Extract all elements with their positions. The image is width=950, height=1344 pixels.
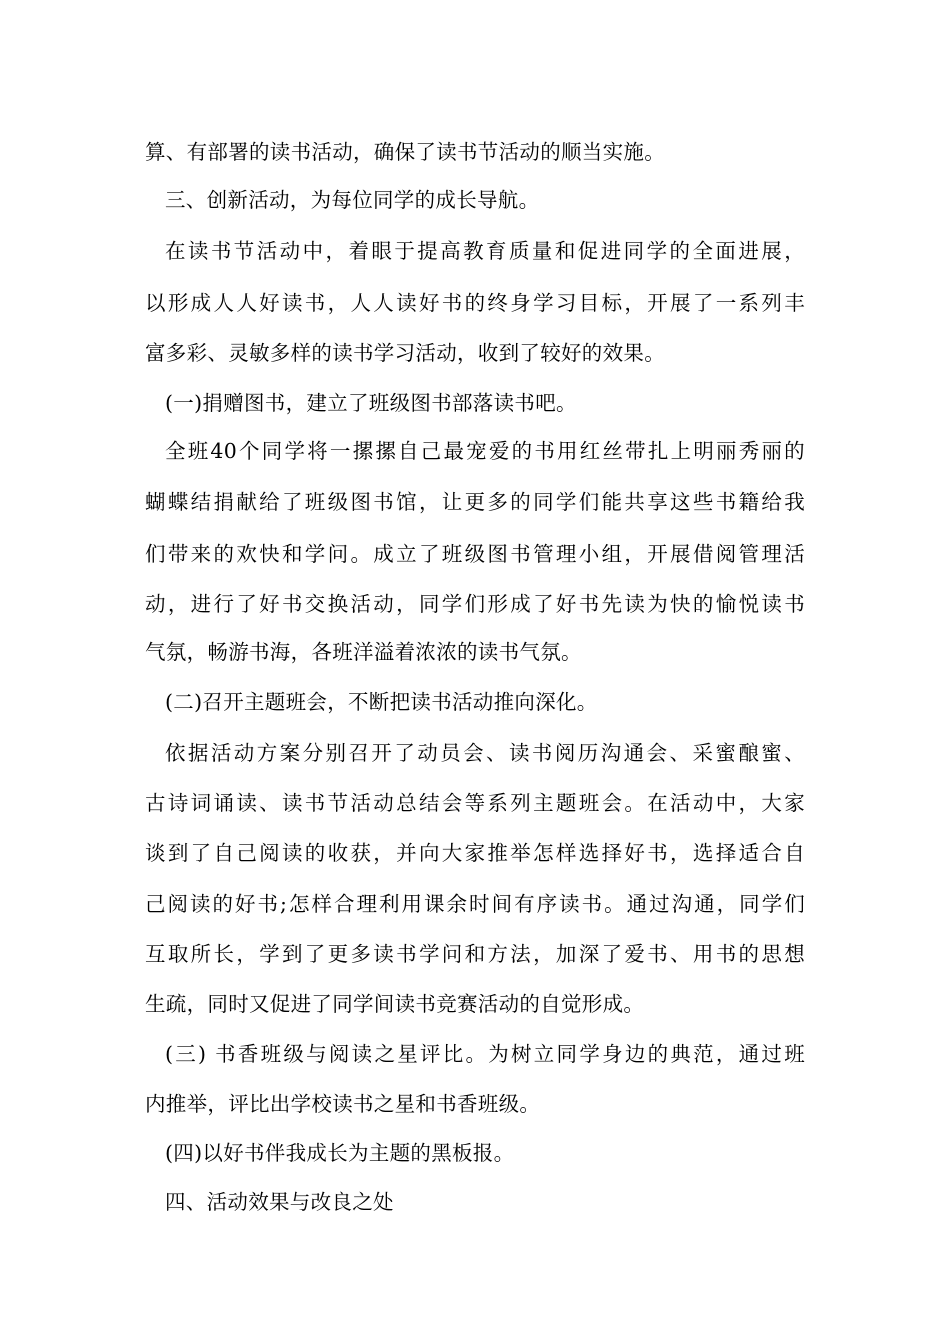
text-line: 以形成人人好读书，人人读好书的终身学习目标，开展了一系列丰 <box>145 291 805 315</box>
subsection-heading: (一)捐赠图书，建立了班级图书部落读书吧。 <box>165 391 577 415</box>
text-line: 生疏，同时又促进了同学间读书竞赛活动的自觉形成。 <box>145 992 645 1016</box>
text-line: 动，进行了好书交换活动，同学们形成了好书先读为快的愉悦读书 <box>145 592 805 616</box>
text-line: 全班40个同学将一摞摞自己最宠爱的书用红丝带扎上明丽秀丽的 <box>165 439 805 463</box>
text-line: 依据活动方案分别召开了动员会、读书阅历沟通会、采蜜酿蜜、 <box>165 741 805 765</box>
text-line: 在读书节活动中，着眼于提高教育质量和促进同学的全面进展， <box>165 239 805 263</box>
text-line: 气氛，畅游书海，各班洋溢着浓浓的读书气氛。 <box>145 640 582 664</box>
text-line: 己阅读的好书;怎样合理利用课余时间有序读书。通过沟通，同学们 <box>145 892 805 916</box>
text-line: 古诗词诵读、读书节活动总结会等系列主题班会。在活动中，大家 <box>145 791 805 815</box>
section-heading: 四、活动效果与改良之处 <box>165 1190 394 1214</box>
text-line: 们带来的欢快和学问。成立了班级图书管理小组，开展借阅管理活 <box>145 542 805 566</box>
text-line: 富多彩、灵敏多样的读书学习活动，收到了较好的效果。 <box>145 341 665 365</box>
text-line: 内推举，评比出学校读书之星和书香班级。 <box>145 1092 541 1116</box>
text-line: 互取所长，学到了更多读书学问和方法，加深了爱书、用书的思想 <box>145 942 805 966</box>
subsection-heading: (三) 书香班级与阅读之星评比。为树立同学身边的典范，通过班 <box>165 1042 805 1066</box>
text-line: 算、有部署的读书活动，确保了读书节活动的顺当实施。 <box>145 140 665 164</box>
subsection-heading: (二)召开主题班会，不断把读书活动推向深化。 <box>165 690 598 714</box>
text-line: 谈到了自己阅读的收获，并向大家推举怎样选择好书，选择适合自 <box>145 841 805 865</box>
subsection-heading: (四)以好书伴我成长为主题的黑板报。 <box>165 1141 515 1165</box>
section-heading: 三、创新活动，为每位同学的成长导航。 <box>165 188 540 212</box>
text-line: 蝴蝶结捐献给了班级图书馆，让更多的同学们能共享这些书籍给我 <box>145 490 805 514</box>
